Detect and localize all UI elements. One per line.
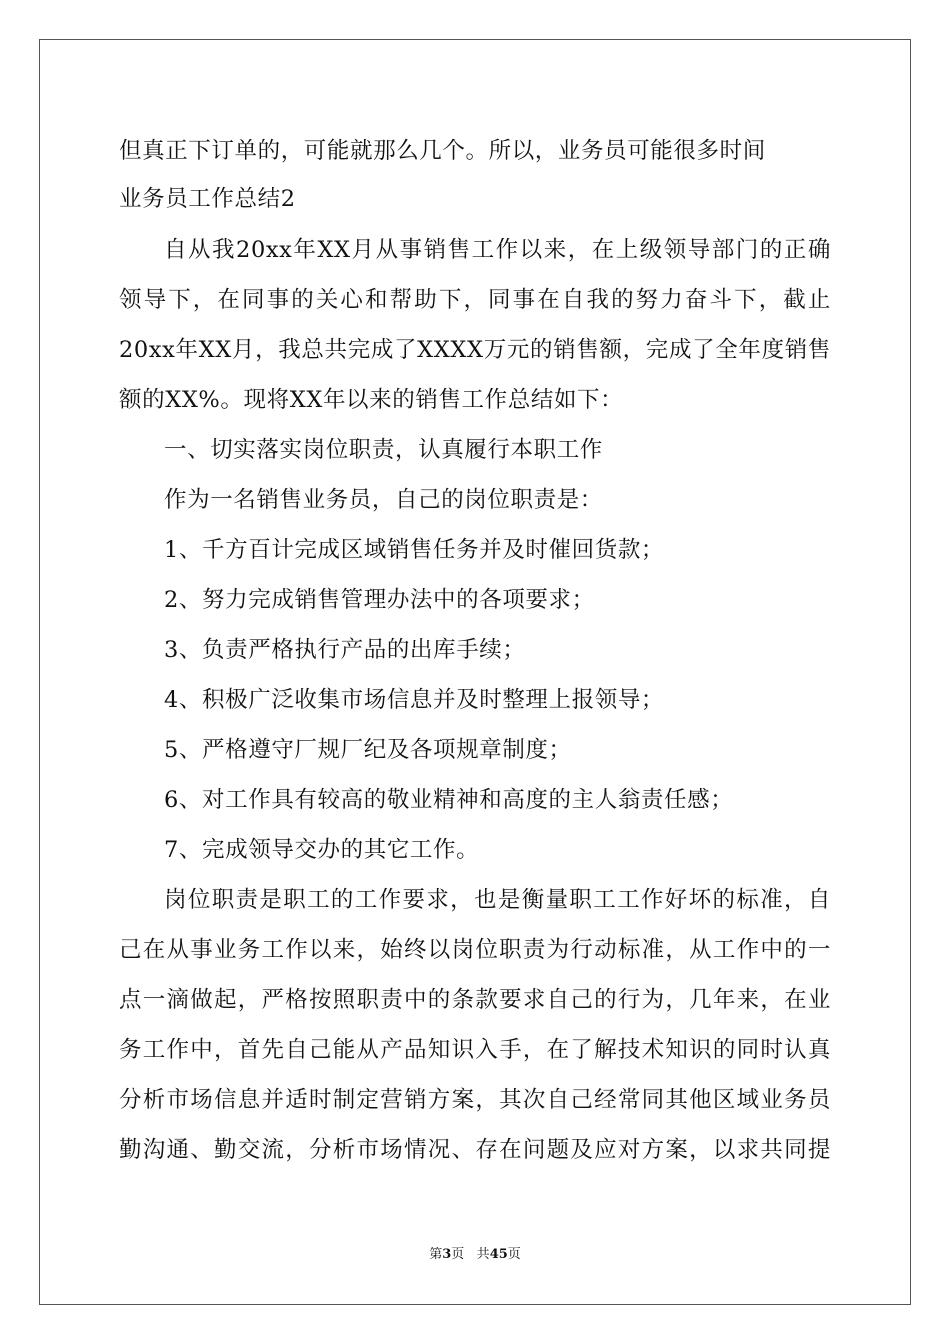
text-line-1: 但真正下订单的，可能就那么几个。所以，业务员可能很多时间 [119, 138, 766, 164]
text-line-4: 领导下，在同事的关心和帮助下，同事在自我的努力奋斗下，截止 [119, 287, 831, 313]
list-item-1: 1、千方百计完成区域销售任务并及时催回货款； [164, 537, 665, 563]
total-prefix: 共 [476, 1247, 490, 1262]
page-suffix: 页 [451, 1247, 465, 1262]
page-border [39, 39, 911, 1305]
text-line-19: 务工作中，首先自己能从产品知识入手，在了解技术知识的同时认真 [119, 1037, 831, 1063]
list-item-2: 2、努力完成销售管理办法中的各项要求； [164, 587, 595, 613]
text-line-3: 自从我20xx年XX月从事销售工作以来，在上级领导部门的正确 [164, 237, 831, 263]
list-item-6: 6、对工作具有较高的敬业精神和高度的主人翁责任感； [164, 787, 734, 813]
text-line-8: 作为一名销售业务员，自己的岗位职责是： [164, 487, 603, 513]
page-footer [0, 1246, 950, 1264]
text-line-6: 额的XX%。现将XX年以来的销售工作总结如下： [119, 387, 624, 413]
list-item-3: 3、负责严格执行产品的出库手续； [164, 637, 526, 663]
text-line-20: 分析市场信息并适时制定营销方案，其次自己经常同其他区域业务员 [119, 1087, 831, 1113]
text-line-21: 勤沟通、勤交流，分析市场情况、存在问题及应对方案，以求共同提 [119, 1137, 831, 1163]
total-pages: 45 [489, 1247, 508, 1262]
section-heading: 业务员工作总结2 [119, 186, 296, 212]
text-line-17: 己在从事业务工作以来，始终以岗位职责为行动标准，从工作中的一 [119, 937, 831, 963]
list-item-4: 4、积极广泛收集市场信息并及时整理上报领导； [164, 687, 665, 713]
subheading-1: 一、切实落实岗位职责，认真履行本职工作 [164, 437, 603, 463]
list-item-7: 7、完成领导交办的其它工作。 [164, 837, 480, 863]
list-item-5: 5、严格遵守厂规厂纪及各项规章制度； [164, 737, 572, 763]
text-line-16: 岗位职责是职工的工作要求，也是衡量职工工作好坏的标准，自 [164, 887, 831, 913]
page-prefix: 第 [429, 1247, 443, 1262]
page-number: 3 [442, 1247, 452, 1262]
total-suffix: 页 [507, 1247, 521, 1262]
text-line-5: 20xx年XX月，我总共完成了XXXX万元的销售额，完成了全年度销售 [119, 337, 831, 363]
text-line-18: 点一滴做起，严格按照职责中的条款要求自己的行为，几年来，在业 [119, 987, 831, 1013]
